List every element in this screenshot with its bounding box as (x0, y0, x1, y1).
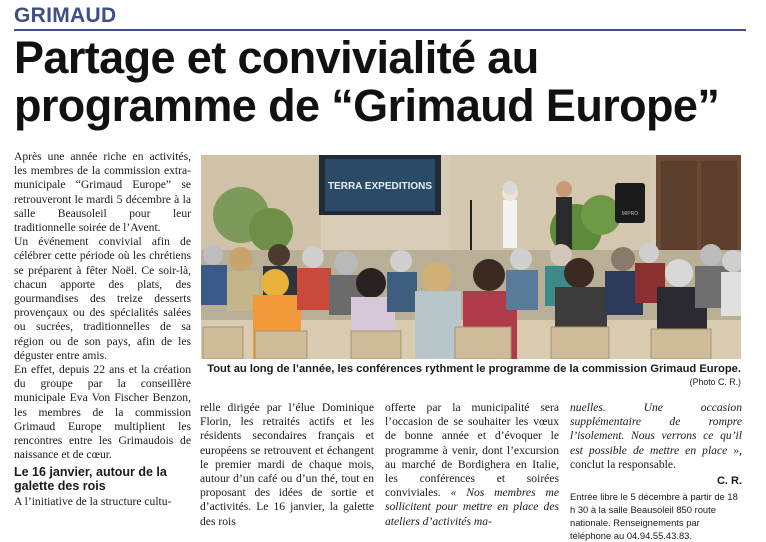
article-column-2 (200, 401, 374, 529)
article-column-3 (385, 401, 559, 529)
paragraph-initiative: relle dirigée par l’élue Dominique Florin, les retraités actifs et les résidents secondaires français et européens se retrouvent et échangent le premier mardi de chaque mois, autour d’un café ou d’un thé, tout en proposant des idées de sortie et d’activités. Le 16 janvier, la galette des rois (200, 401, 374, 528)
subheading: Le 16 janvier, autour de la galette des rois (14, 465, 167, 494)
paragraph-conclusion (570, 401, 742, 472)
headline-line-1: Partage et convivialité au (14, 32, 539, 83)
paragraph-history: En effet, depuis 22 ans et la création du groupe par la conseillère municipale Eva Von Fischer Benzon, les membres de la commission Grimaud Europe multiplient les rencontres entre les Grimaudois de naissance et de cœur. (14, 363, 191, 462)
photo-caption: Tout au long de l’année, les conférences rythment le programme de la commission Grimaud Europe. (207, 363, 741, 375)
practical-info: Entrée libre le 5 décembre à partir de 18 h 30 à la salle Beausoleil 850 route nationale. Renseignements par téléphone au 04.94.55.43.83. (570, 491, 738, 542)
section-label: GRIMAUD (14, 4, 117, 27)
screen-text: TERRA EXPEDITIONS (327, 181, 433, 192)
galette-text: offerte par la municipalité sera l’occasion de se souhaiter les vœux de bonne année et d’évoquer le programme à venir, dont l’excursion au marché de Bordighera en Italie, les conférences et soirées conviviales. (385, 401, 559, 500)
paragraph-galette (385, 401, 559, 529)
author-signature: C. R. (716, 475, 742, 488)
headline-line-2: programme de “Grimaud Europe” (14, 80, 720, 131)
photo-credit: (Photo C. R.) (689, 377, 741, 387)
quote-start: « Nos membres me sollicitent pour mettre en place des ateliers d’activités ma- (385, 486, 559, 528)
article-column-1 (14, 150, 191, 510)
headline (14, 34, 754, 130)
paragraph-intro: Après une année riche en activités, les membres de la commission extra-municipale “Grimaud Europe” se retrouveront le mardi 5 décembre à la salle Beausoleil pour leur traditionnelle soirée de l’Avent. (14, 150, 191, 235)
article-column-4 (570, 401, 742, 542)
paragraph-event: Un événement convivial afin de célébrer cette période où les chrétiens se préparent à fêter Noël. Ce soir-là, chacun apporte des plats, des gourmandises des treize desserts provençaux ou des spécialités salées ou sucrées, traditionnelles de sa région ou de son pays, afin de les déguster entre amis. (14, 235, 191, 362)
paragraph-initiative-start: A l’initiative de la structure cultu- (14, 495, 172, 509)
article-photo (201, 155, 741, 359)
conclusion-text: conclut la responsable. (570, 457, 676, 471)
speaker-label: MIPRO (621, 211, 639, 217)
quote-end: nuelles. Une occasion supplémentaire de rompre l’isolement. Nous verrons ce qu’il est possible de mettre en place », (570, 401, 742, 457)
section-rule (14, 29, 746, 31)
